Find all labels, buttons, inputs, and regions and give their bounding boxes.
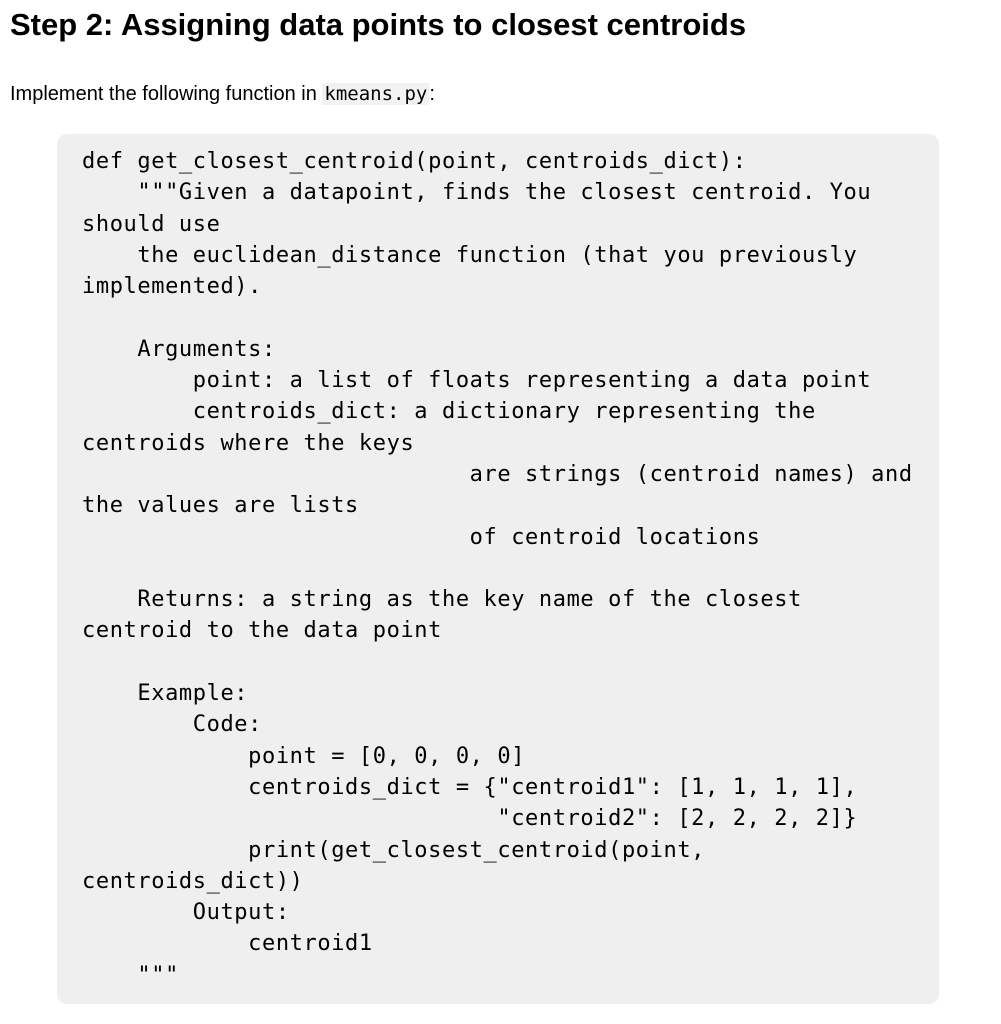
- intro-suffix: :: [429, 83, 435, 105]
- function-code: def get_closest_centroid(point, centroids_dict): """Given a datapoint, finds the closest centroid. You should use the euclidean_distance function (that you previously implemented). Arguments: point: a list of floats representing a data point centroids_dict: a dictionary representing the centroids where the keys are strings (centroid names) and the values are lists of centroid locations Returns: a string as the key name of the closest centroid to the data point Example: Code: point = [0, 0, 0, 0] centroids_dict = {"centroid1": [1, 1, 1, 1], "centroid2": [2, 2, 2, 2]} print(get_closest_centroid(point, centroids_dict)) Output: centroid1 """: [82, 149, 913, 988]
- intro-paragraph: [10, 80, 435, 108]
- intro-text: Implement the following function in: [10, 83, 323, 105]
- section-heading: Step 2: Assigning data points to closest centroids: [10, 7, 747, 42]
- code-block: [57, 134, 939, 1004]
- filename-code: kmeans.py: [324, 83, 428, 105]
